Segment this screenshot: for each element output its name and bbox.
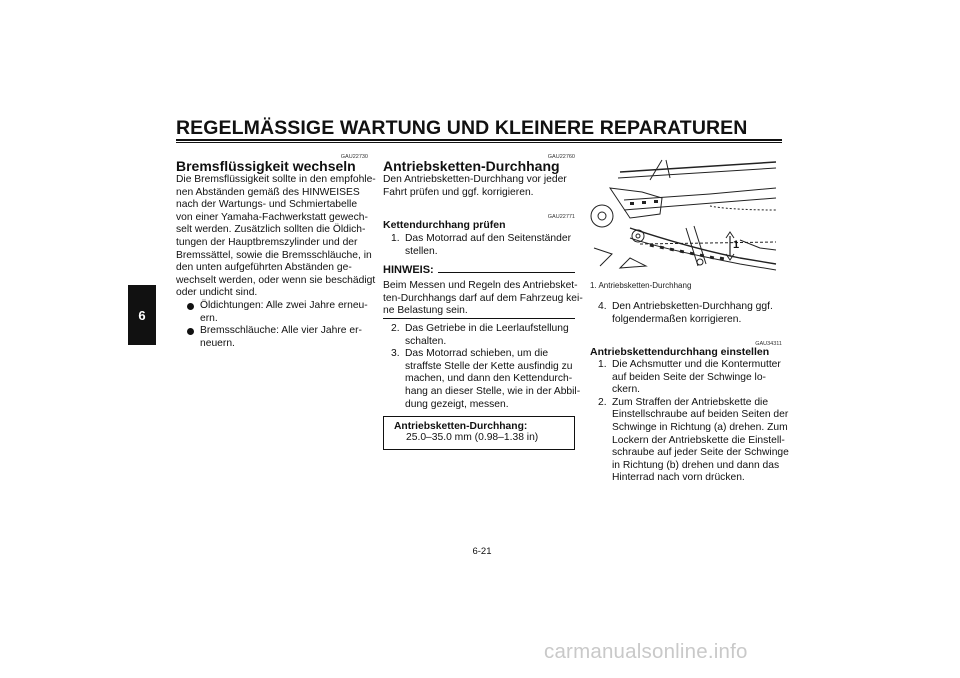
section-heading-chain-slack: Antriebsketten-Durchhang xyxy=(383,158,560,174)
text-line: Öldichtungen: Alle zwei Jahre erneu- xyxy=(200,299,368,311)
text-line: Bremsschläuche: Alle vier Jahre er- xyxy=(200,325,362,337)
list-item xyxy=(383,323,579,348)
list-item xyxy=(590,301,786,326)
text-line: hang an dieser Stelle, wie in der Abbil- xyxy=(405,385,581,397)
list-item xyxy=(176,300,370,325)
bullet-icon xyxy=(187,328,194,335)
text-line: in Richtung (b) drehen und dann das xyxy=(612,459,780,471)
chapter-tab: 6 xyxy=(128,285,156,345)
text-line: wechselt werden, oder wenn sie beschädigt xyxy=(176,274,376,286)
text-line: Fahrt prüfen und ggf. korrigieren. xyxy=(383,186,534,198)
text-line: nen Abständen gemäß des HINWEISES xyxy=(176,186,360,198)
text-line: Schwinge in Richtung (a) drehen. Zum xyxy=(612,421,788,433)
text-line: schalten. xyxy=(405,335,447,347)
text-line: Die Bremsflüssigkeit sollte in den empfohle- xyxy=(176,174,376,185)
figure-callout-label: 1 xyxy=(733,239,740,251)
text-line: Den Antriebsketten-Durchhang ggf. xyxy=(612,301,773,312)
figure-caption: 1. Antriebsketten-Durchhang xyxy=(590,281,692,290)
text-line: Das Motorrad auf den Seitenständer xyxy=(405,233,571,244)
page-number: 6-21 xyxy=(472,546,492,557)
text-line: von einer Yamaha-Fachwerkstatt gewech- xyxy=(176,211,368,223)
text-line: den unten aufgeführten Abständen ge- xyxy=(176,262,352,274)
text-line: Hinterrad nach vorn drücken. xyxy=(612,472,745,484)
text-line: Das Getriebe in die Leerlaufstellung xyxy=(405,323,569,334)
text-line: schraube auf jeder Seite der Schwinge xyxy=(612,447,789,459)
text-line: ern. xyxy=(200,312,218,324)
chain-slack-illustration xyxy=(590,158,782,274)
text-line: Lockern der Antriebskette die Einstell- xyxy=(612,434,785,446)
list-item xyxy=(590,396,789,485)
text-line: selt werden. Zusätzlich sollten die Öldich- xyxy=(176,224,366,236)
step-number: 4. xyxy=(598,301,607,312)
watermark: carmanualsonline.info xyxy=(544,640,748,663)
spec-value: 25.0–35.0 mm (0.98–1.38 in) xyxy=(406,432,539,443)
text-line: Beim Messen und Regeln des Antriebsket- xyxy=(383,280,578,291)
text-line: Den Antriebsketten-Durchhang vor jeder xyxy=(383,174,567,185)
text-line: ne Belastung sein. xyxy=(383,305,468,317)
step-number: 2. xyxy=(391,323,400,334)
list-item xyxy=(383,233,577,258)
list-item xyxy=(176,325,370,350)
text-line: stellen. xyxy=(405,245,438,257)
text-line: folgendermaßen korrigieren. xyxy=(612,313,742,325)
page-title: REGELMÄSSIGE WARTUNG UND KLEINERE REPARATUREN xyxy=(176,117,748,139)
text-line: nach der Wartungs- und Schmiertabelle xyxy=(176,199,358,211)
step-4 xyxy=(590,301,786,326)
text-line: oder undicht sind. xyxy=(176,287,258,299)
note-end-rule xyxy=(383,318,575,319)
subheading-check-slack: Kettendurchhang prüfen xyxy=(383,219,506,231)
bullet-icon xyxy=(187,303,194,310)
text-line: ckern. xyxy=(612,384,641,396)
chain-slack-intro xyxy=(383,174,577,199)
brake-fluid-text xyxy=(176,174,376,350)
text-line: Das Motorrad schieben, um die xyxy=(405,348,549,360)
list-item xyxy=(590,359,786,397)
section-code: GAU22771 xyxy=(547,214,575,220)
text-line: Zum Straffen der Antriebskette die xyxy=(612,396,769,408)
step-1 xyxy=(383,233,577,258)
steps-2-3 xyxy=(383,323,579,411)
text-line: Bremssättel, sowie die Bremsschläuche, in xyxy=(176,249,372,261)
note-heading xyxy=(383,264,575,276)
title-rule xyxy=(176,139,782,141)
subheading-adjust-slack: Antriebskettendurchhang einstellen xyxy=(590,346,770,358)
spec-label: Antriebsketten-Durchhang: xyxy=(394,421,528,432)
section-code: GAU22730 xyxy=(340,154,368,160)
text-line: Einstellschraube auf beiden Seiten der xyxy=(612,409,789,421)
text-line: auf beiden Seite der Schwinge lo- xyxy=(612,371,766,383)
step-number: 1. xyxy=(391,233,400,244)
title-rule-thin xyxy=(176,142,782,143)
step-number: 2. xyxy=(598,396,607,408)
text-line: Die Achsmutter und die Kontermutter xyxy=(612,359,781,370)
text-line: dung gezeigt, messen. xyxy=(405,398,509,410)
section-code: GAU34311 xyxy=(755,341,782,347)
note-label: HINWEIS: xyxy=(383,264,434,276)
step-number: 1. xyxy=(598,359,607,370)
step-number: 3. xyxy=(391,348,400,360)
text-line: machen, und dann den Kettendurch- xyxy=(405,373,573,385)
text-line: straffste Stelle der Kette ausfindig zu xyxy=(405,360,573,372)
list-item xyxy=(383,348,579,411)
note-rule xyxy=(438,272,575,273)
section-code: GAU22760 xyxy=(547,154,575,160)
section-heading-brake-fluid: Bremsflüssigkeit wechseln xyxy=(176,158,356,174)
note-text xyxy=(383,280,583,318)
spec-box xyxy=(383,416,575,450)
text-line: tungen der Hauptbremszylinder und der xyxy=(176,236,358,248)
text-line: ten-Durchhangs darf auf dem Fahrzeug kei- xyxy=(383,292,583,304)
adjust-steps xyxy=(590,359,789,485)
text-line: neuern. xyxy=(200,337,235,349)
